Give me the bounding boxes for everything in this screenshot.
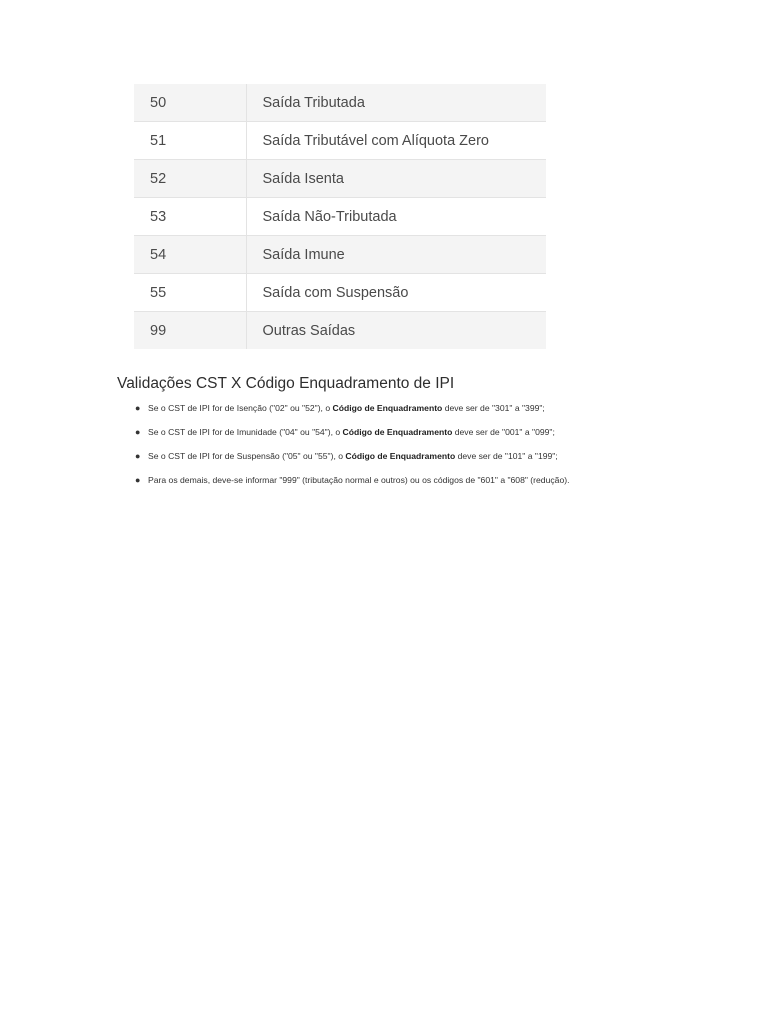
rule-text-end: deve ser de "301" a "399";: [442, 403, 545, 413]
cst-code: 53: [134, 198, 246, 236]
cst-table: [134, 84, 546, 349]
table-row: [134, 312, 546, 350]
table-row: [134, 122, 546, 160]
rule-text: Se o CST de IPI for de Imunidade ("04" ou "54"), o: [148, 427, 343, 437]
list-item: [134, 471, 754, 495]
cst-code: 55: [134, 274, 246, 312]
cst-code: 54: [134, 236, 246, 274]
table-row: [134, 236, 546, 274]
cst-code: 50: [134, 84, 246, 122]
cst-description: Outras Saídas: [246, 312, 546, 350]
table-row: [134, 160, 546, 198]
cst-code: 51: [134, 122, 246, 160]
rule-emphasis: Código de Enquadramento: [345, 451, 456, 461]
bullet-icon: ●: [135, 403, 141, 413]
list-item: [134, 423, 754, 447]
cst-code: 99: [134, 312, 246, 350]
cst-code: 52: [134, 160, 246, 198]
table-row: [134, 198, 546, 236]
bullet-icon: ●: [135, 451, 141, 461]
validation-rules-list: [134, 399, 754, 495]
rule-text-end: deve ser de "001" a "099";: [452, 427, 555, 437]
rule-text: Para os demais, deve-se informar "999" (tributação normal e outros) ou os códigos de "601" a "608" (redução).: [148, 475, 570, 485]
cst-description: Saída Isenta: [246, 160, 546, 198]
bullet-icon: ●: [135, 475, 141, 485]
cst-description: Saída com Suspensão: [246, 274, 546, 312]
table-row: [134, 84, 546, 122]
rule-emphasis: Código de Enquadramento: [332, 403, 443, 413]
bullet-icon: ●: [135, 427, 141, 437]
cst-description: Saída Tributável com Alíquota Zero: [246, 122, 546, 160]
validations-heading: Validações CST X Código Enquadramento de IPI: [117, 375, 455, 392]
list-item: [134, 447, 754, 471]
list-item: [134, 399, 754, 423]
cst-description: Saída Imune: [246, 236, 546, 274]
rule-emphasis: Código de Enquadramento: [342, 427, 453, 437]
cst-description: Saída Tributada: [246, 84, 546, 122]
rule-text-end: deve ser de "101" a "199";: [455, 451, 558, 461]
rule-text: Se o CST de IPI for de Suspensão ("05" ou "55"), o: [148, 451, 346, 461]
rule-text: Se o CST de IPI for de Isenção ("02" ou "52"), o: [148, 403, 333, 413]
table-row: [134, 274, 546, 312]
cst-description: Saída Não-Tributada: [246, 198, 546, 236]
